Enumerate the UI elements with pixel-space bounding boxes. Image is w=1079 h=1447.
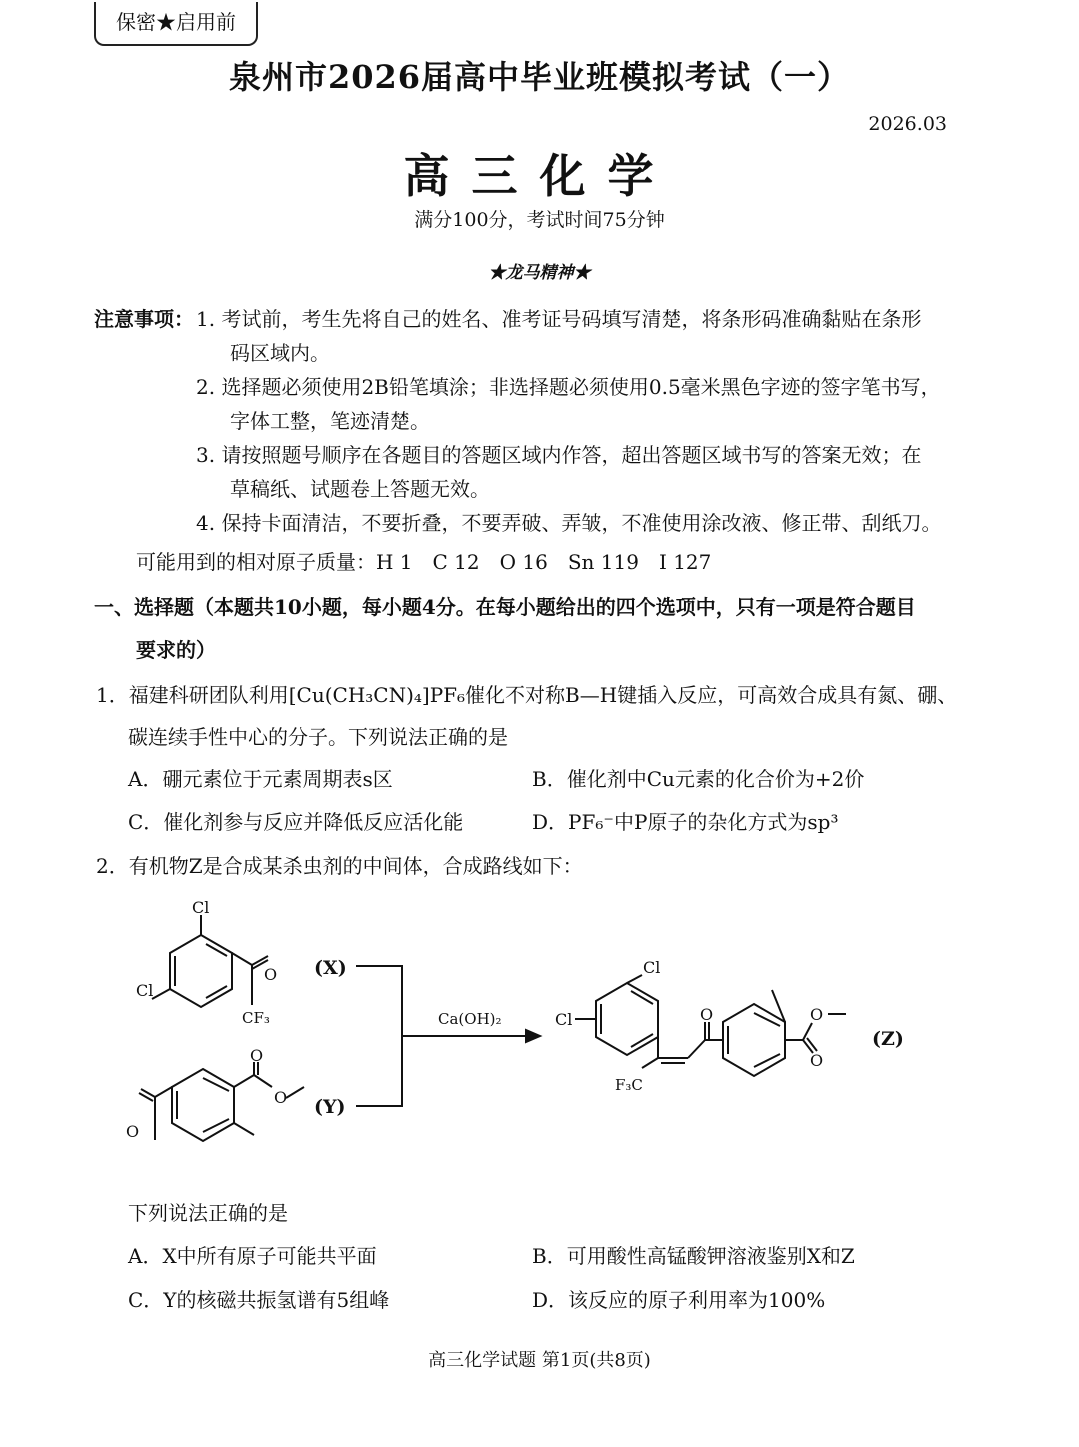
- notice-item-1-cont: 码区域内。: [230, 341, 330, 365]
- subject-title: 高三化学: [403, 149, 676, 203]
- label-x: (X): [314, 957, 347, 979]
- label-y: (Y): [314, 1096, 346, 1118]
- section-heading-cont: 要求的）: [136, 638, 216, 662]
- q1-option-a: A．硼元素位于元素周期表s区: [128, 767, 393, 791]
- notice-item-3: 3. 请按照题号顺序在各题目的答题区域内作答，超出答题区域书写的答案无效；在: [196, 443, 922, 467]
- section-heading: 一、选择题（本题共10小题，每小题4分。在每小题给出的四个选项中，只有一项是符合题目: [94, 595, 916, 619]
- z-o-ketone-label: O: [700, 1005, 714, 1024]
- synthesis-route-diagram: [0, 880, 1079, 1180]
- exam-title: 泉州市2026届高中毕业班模拟考试（一）: [228, 58, 851, 96]
- x-benzene-ring: [170, 935, 232, 1007]
- x-cl-label-left: Cl: [136, 981, 154, 1000]
- q1-option-d: D．PF₆⁻中P原子的杂化方式为sp³: [532, 810, 839, 834]
- notice-item-4: 4. 保持卡面清洁，不要折叠，不要弄破、弄皱，不准使用涂改液、修正带、刮纸刀。: [196, 511, 942, 535]
- x-cl-label-top: Cl: [192, 898, 210, 917]
- atomic-masses: 可能用到的相对原子质量：H 1 C 12 O 16 Sn 119 I 127: [136, 550, 712, 574]
- q2-option-b: B．可用酸性高锰酸钾溶液鉴别X和Z: [532, 1244, 855, 1268]
- z-benzoate-ring: [723, 1004, 785, 1076]
- notice-item-2-cont: 字体工整，笔迹清楚。: [230, 409, 430, 433]
- q1-option-b: B．催化剂中Cu元素的化合价为+2价: [532, 767, 865, 791]
- confidential-stamp: 保密★启用前: [94, 2, 258, 46]
- y-benzene-ring: [172, 1069, 234, 1141]
- q1-stem-cont: 碳连续手性中心的分子。下列说法正确的是: [128, 725, 508, 749]
- q2-option-d: D．该反应的原子利用率为100%: [532, 1288, 826, 1312]
- q1-option-c: C．催化剂参与反应并降低反应活化能: [128, 810, 464, 834]
- q2-stem: 2．有机物Z是合成某杀虫剂的中间体，合成路线如下：: [96, 854, 583, 878]
- q1-stem: 1．福建科研团队利用[Cu(CH₃CN)₄]PF₆催化不对称B—H键插入反应，可高效合成具有氮、硼、: [96, 683, 958, 707]
- z-cl-label-left: Cl: [555, 1010, 573, 1029]
- reactant-bracket: [356, 966, 402, 1106]
- x-cf3-label: CF₃: [242, 1009, 270, 1027]
- z-f3c-label: F₃C: [615, 1076, 643, 1094]
- reagent-label: Ca(OH)₂: [438, 1010, 502, 1028]
- notice-item-3-cont: 草稿纸、试题卷上答题无效。: [230, 477, 490, 501]
- motto: ★龙马精神★: [488, 263, 591, 283]
- exam-meta: 满分100分，考试时间75分钟: [414, 209, 665, 231]
- notice-label: 注意事项：: [94, 307, 194, 331]
- notice-item-1: 1. 考试前，考生先将自己的姓名、准考证号码填写清楚，将条形码准确黏贴在条形: [196, 307, 922, 331]
- q2-option-c: C．Y的核磁共振氢谱有5组峰: [128, 1288, 390, 1312]
- q2-option-a: A．X中所有原子可能共平面: [128, 1244, 377, 1268]
- z-dichlorophenyl-ring: [596, 983, 658, 1055]
- z-o-ester-label: O: [810, 1005, 824, 1024]
- page-footer: 高三化学试题 第1页(共8页): [428, 1350, 651, 1371]
- y-o-ester-label: O: [274, 1088, 288, 1107]
- exam-date: 2026.03: [868, 113, 947, 135]
- label-z: (Z): [872, 1028, 904, 1050]
- notice-item-2: 2. 选择题必须使用2B铅笔填涂；非选择题必须使用0.5毫米黑色字迹的签字笔书写，: [196, 375, 941, 399]
- z-cl-label-top: Cl: [643, 958, 661, 977]
- q2-prompt: 下列说法正确的是: [128, 1201, 288, 1225]
- x-o-label: O: [264, 965, 278, 984]
- z-o-carbonyl-label: O: [810, 1051, 824, 1070]
- y-o-carbonyl-label: O: [250, 1046, 264, 1065]
- y-o-ketone-label: O: [126, 1122, 140, 1141]
